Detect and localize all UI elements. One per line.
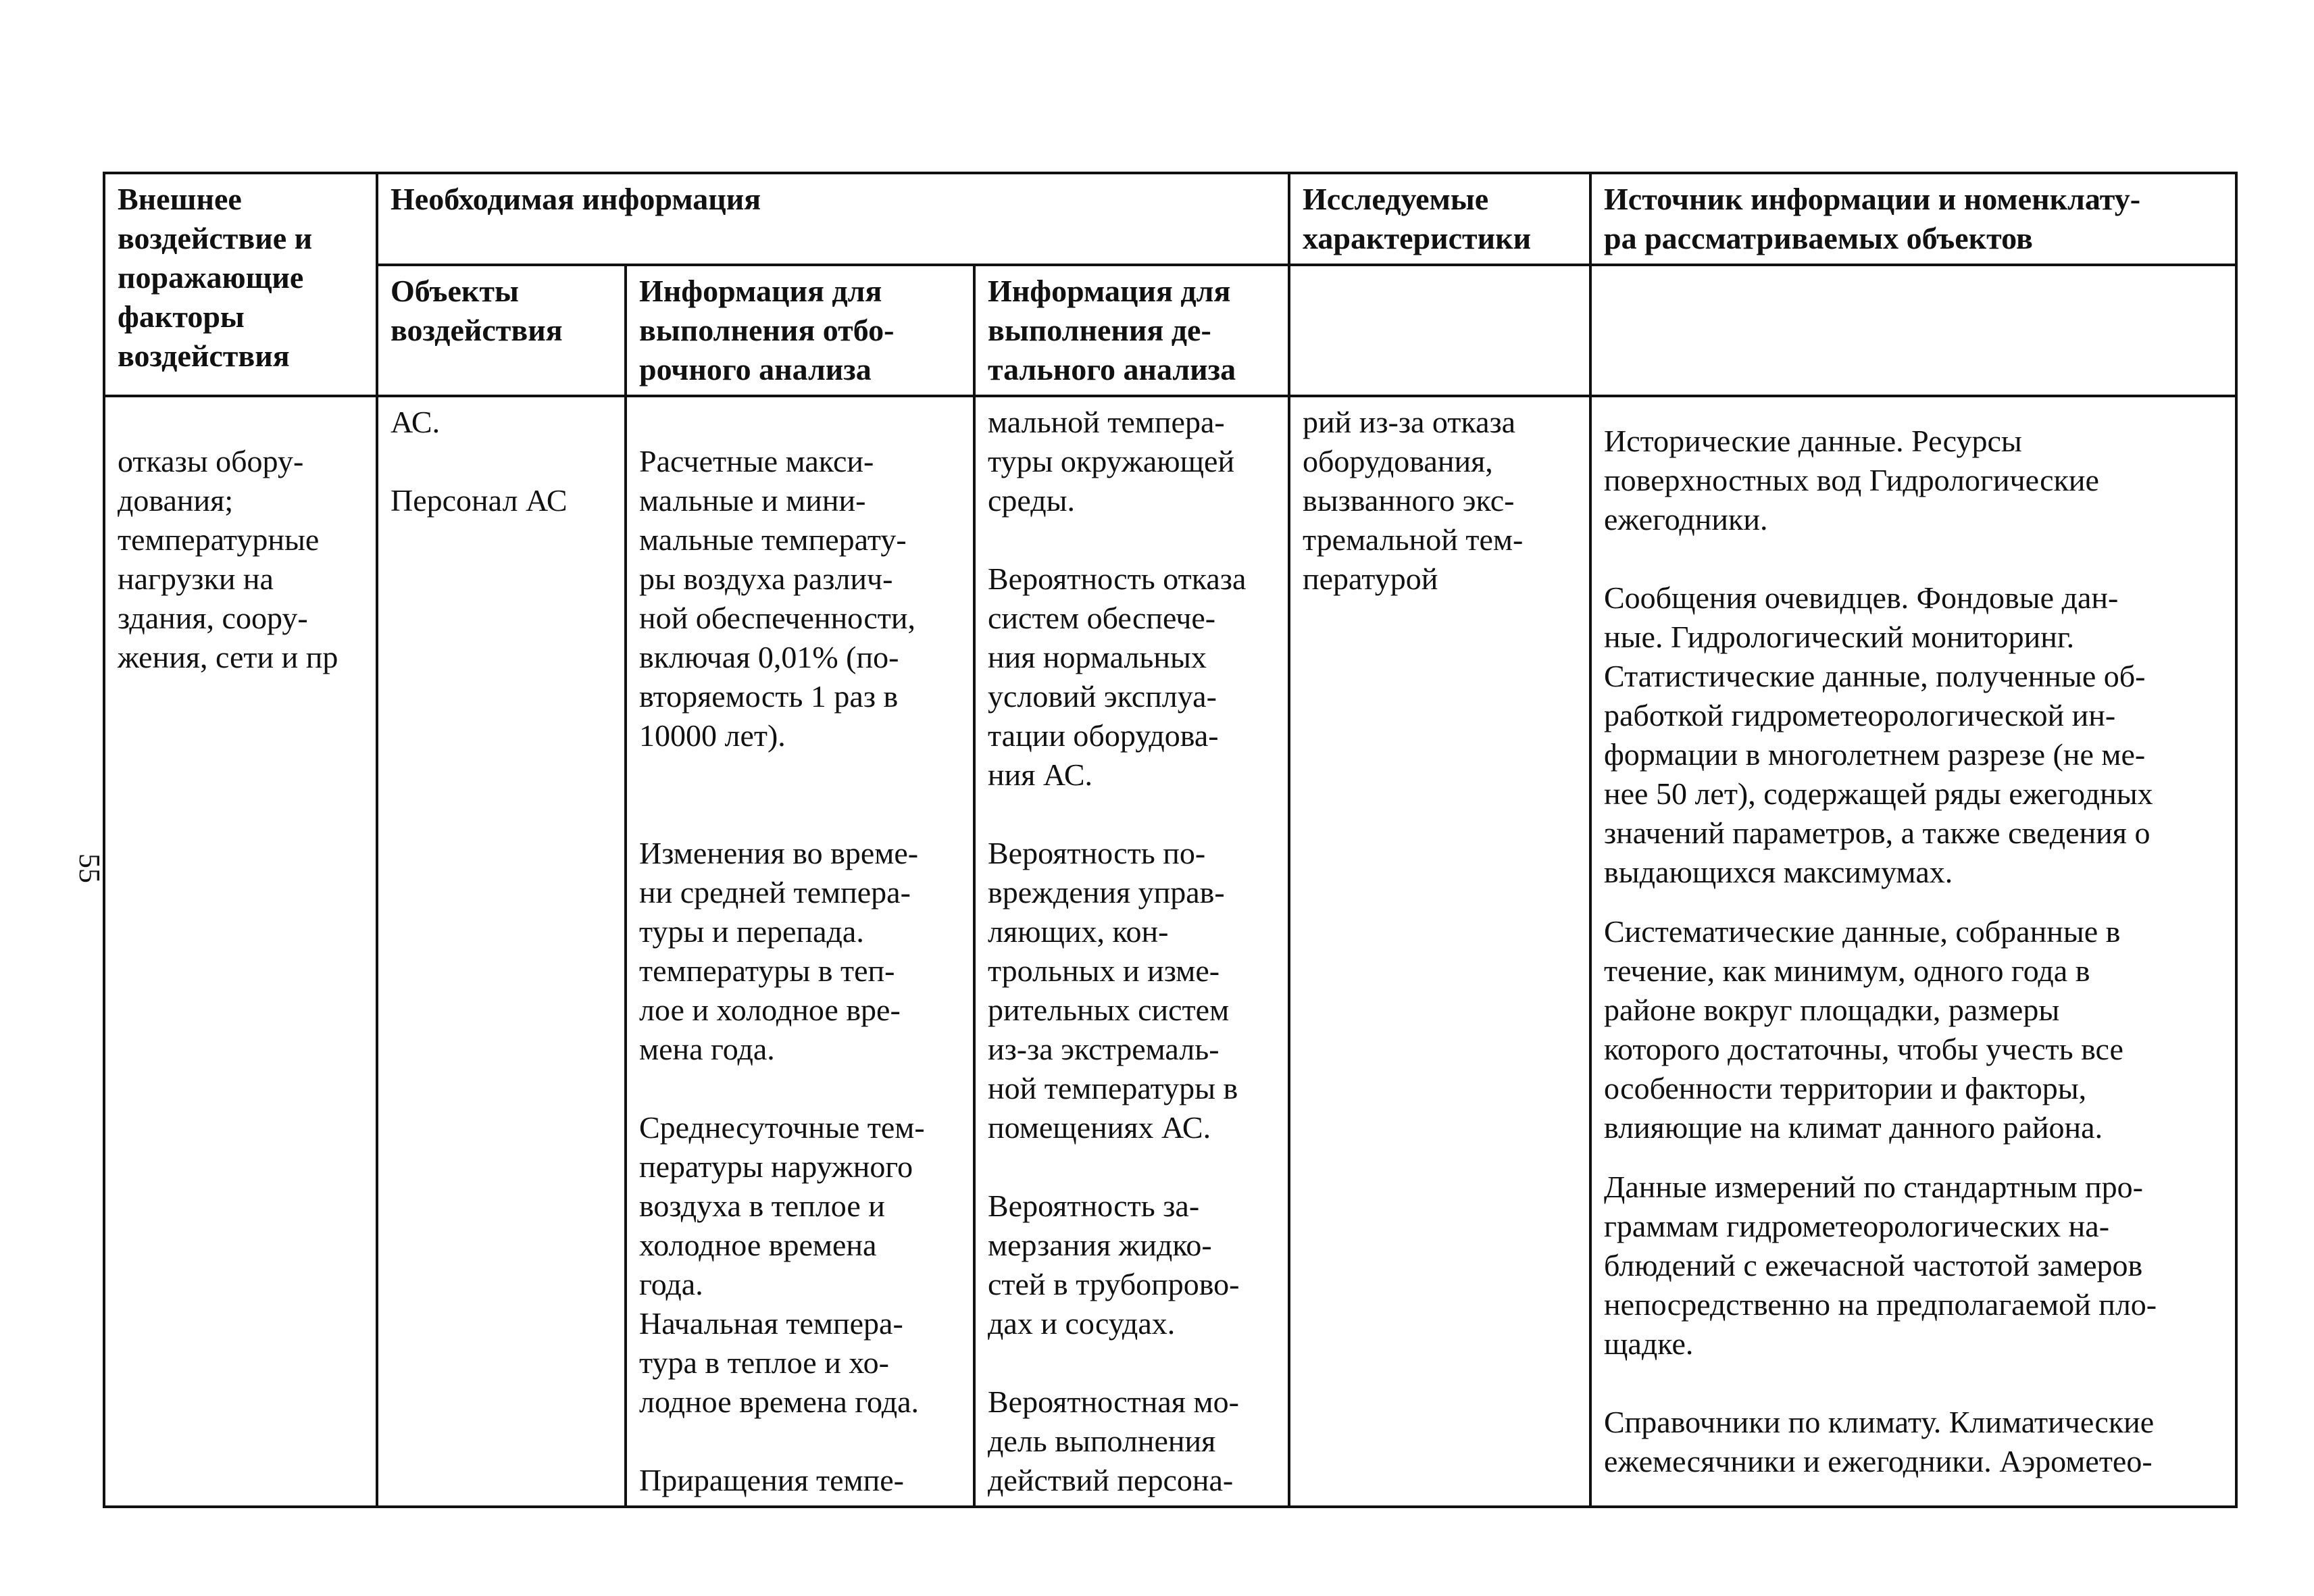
table-subheader-row <box>104 265 2236 396</box>
selection-paragraph: Среднесуточные тем- пературы наружного воздуха в теплое и холодное времена года. Начальная темпера- тура в теплое и хо- лодное времена года. <box>639 1110 925 1419</box>
detailed-paragraph: Вероятность отказа систем обеспече- ния нормальных условий эксплуа- тации оборудова- ния АС. <box>988 562 1247 792</box>
cell-objects: АС. Персонал АС <box>377 396 626 1507</box>
source-paragraph: Справочники по климату. Климатические ежемесячники и ежегодники. Аэрометео- <box>1604 1405 2155 1478</box>
source-paragraph: Данные измерений по стандартным про- граммам гидрометеорологических на- блюдений с ежечасной частотой замеров непосредственно на предполагаемой пло- щадке. <box>1604 1170 2157 1361</box>
cell-impact: отказы обору- дования; температурные нагрузки на здания, соору- жения, сети и пр <box>104 396 377 1507</box>
header-researched-empty <box>1289 265 1590 396</box>
cell-detailed-analysis <box>974 396 1289 1507</box>
selection-paragraph: Расчетные макси- мальные и мини- мальные температу- ры воздуха различ- ной обеспеченности, включая 0,01% (по- вторяемость 1 раз в 10000 лет). <box>639 444 915 753</box>
source-paragraph: Систематические данные, собранные в течение, как минимум, одного года в районе вокруг площадки, размеры которого достаточны, чтобы учесть все особенности территории и факторы, влияющие на климат данного района. <box>1604 914 2123 1145</box>
header-selection-analysis: Информация для выполнения отбо- рочного анализа <box>626 265 974 396</box>
cell-source <box>1590 396 2236 1507</box>
header-researched: Исследуемые характеристики <box>1289 173 1590 265</box>
selection-paragraph: Приращения темпе- <box>639 1463 904 1497</box>
detailed-paragraph: Вероятность за- мерзания жидко- стей в трубопрово- дах и сосудах. <box>988 1189 1240 1341</box>
detailed-paragraph: Вероятностная мо- дель выполнения действий персона- <box>988 1385 1239 1497</box>
source-paragraph: Исторические данные. Ресурсы поверхностных вод Гидрологические ежегодники. <box>1604 424 2099 537</box>
table-row <box>104 396 2236 1507</box>
cell-researched: рий из-за отказа оборудования, вызванного экс- тремальной тем- пературой <box>1289 396 1590 1507</box>
detailed-paragraph: мальной темпера- туры окружающей среды. <box>988 405 1235 518</box>
detailed-paragraph: Вероятность по- вреждения управ- ляющих, кон- трольных и изме- рительных систем из-за экстремаль- ной температуры в помещениях АС. <box>988 836 1238 1145</box>
document-table <box>103 172 2238 1508</box>
header-impact-text: Внешнее воздействие и поражающие факторы воздействия <box>118 182 313 373</box>
header-objects: Объекты воздействия <box>377 265 626 396</box>
page-number: 55 <box>73 853 106 883</box>
table-header-row <box>104 173 2236 265</box>
header-source-empty <box>1590 265 2236 396</box>
cell-selection-analysis <box>626 396 974 1507</box>
header-needed-info: Необходимая информация <box>377 173 1289 265</box>
header-source: Источник информации и номенклату- ра рассматриваемых объектов <box>1590 173 2236 265</box>
header-impact <box>104 173 377 396</box>
source-paragraph: Сообщения очевидцев. Фондовые дан- ные. Гидрологический мониторинг. Статистические данные, полученные об- работкой гидрометеорологической ин- формации в многолетнем разрезе (не ме- нее 50 лет), содержащей ряды ежегодных значений параметров, а также сведения о выдающихся максимумах. <box>1604 580 2153 889</box>
header-detailed-analysis: Информация для выполнения де- тального анализа <box>974 265 1289 396</box>
selection-paragraph: Изменения во време- ни средней темпера- туры и перепада. температуры в теп- лое и холодное вре- мена года. <box>639 836 919 1066</box>
